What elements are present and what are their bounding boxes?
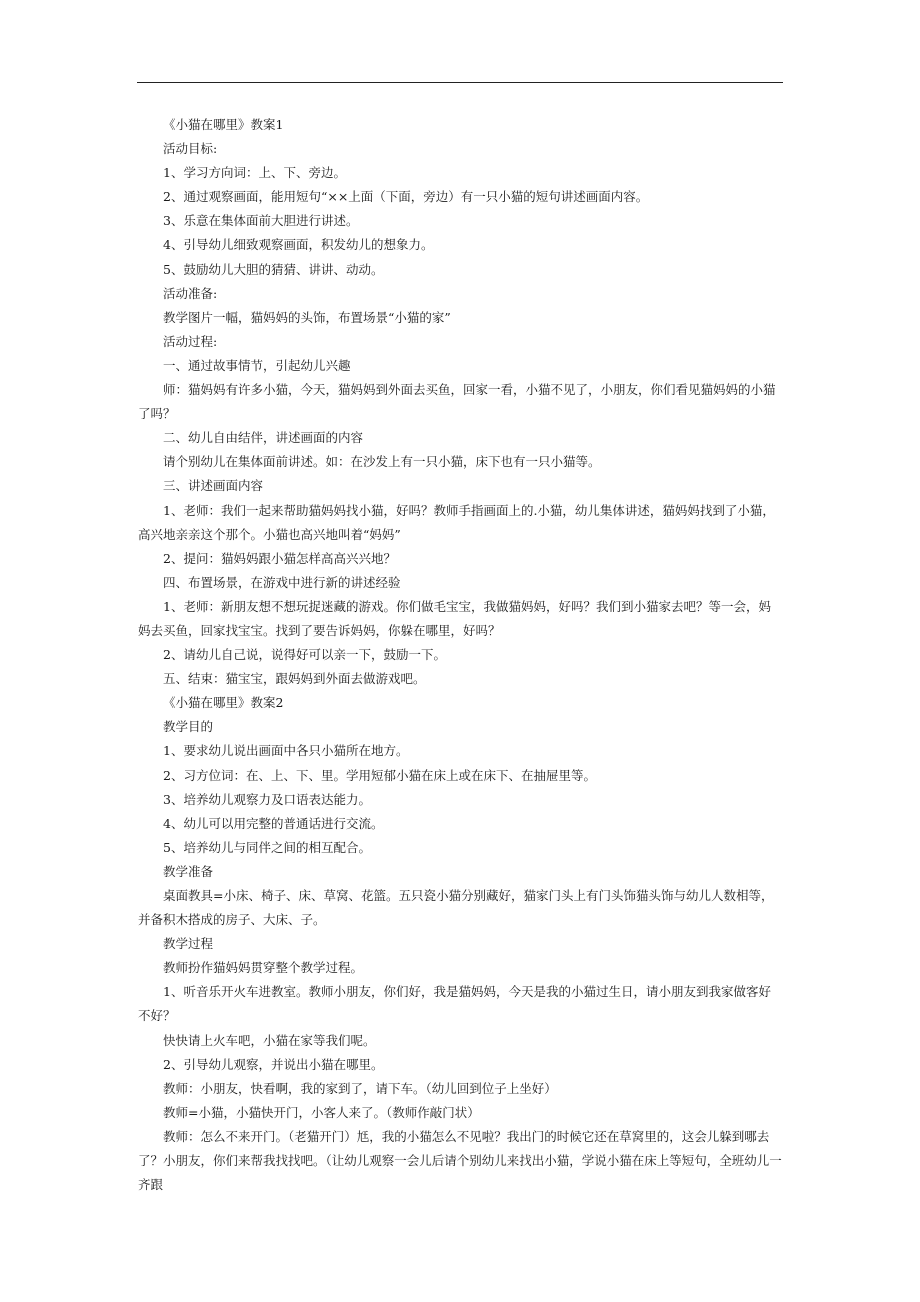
paragraph-title-1: 《小猫在哪里》教案1 bbox=[163, 117, 284, 132]
paragraph: 教学准备 bbox=[163, 863, 214, 879]
paragraph: 2、通过观察画面，能用短句“××上面（下面，旁边）有一只小猫的短句讲述画面内容。 bbox=[163, 189, 649, 205]
paragraph: 活动准备: bbox=[163, 285, 218, 301]
paragraph: 1、要求幼儿说出画面中各只小猫所在地方。 bbox=[163, 743, 409, 759]
paragraph: 活动目标: bbox=[163, 141, 218, 157]
paragraph: 4、幼儿可以用完整的普通话进行交流。 bbox=[163, 815, 384, 831]
paragraph: 教学过程 bbox=[163, 936, 214, 952]
paragraph: 5、鼓励幼儿大胆的猜猜、讲讲、动动。 bbox=[163, 261, 384, 277]
paragraph: 教师扮作猫妈妈贯穿整个教学过程。 bbox=[163, 960, 364, 976]
paragraph: 2、提问：猫妈妈跟小猫怎样高高兴兴地？ bbox=[163, 550, 396, 566]
paragraph: 4、引导幼儿细致观察画面，积发幼儿的想象力。 bbox=[163, 237, 434, 253]
paragraph: 2、习方位词：在、上、下、里。学用短郁小猫在床上或在床下、在抽屉里等。 bbox=[163, 767, 596, 783]
paragraph: 一、通过故事情节，引起幼儿兴趣 bbox=[163, 357, 351, 373]
paragraph: 2、请幼儿自己说，说得好可以亲一下，鼓励一下。 bbox=[163, 647, 446, 663]
paragraph: 1、听音乐开火车进教室。教师小朋友，你们好，我是猫妈妈，今天是我的小猫过生日，请小朋友到我家做客好不好？ bbox=[138, 984, 771, 1024]
paragraph: 教师=小猫，小猫快开门，小客人来了。（教师作敲门状） bbox=[163, 1104, 480, 1120]
paragraph: 四、布置场景，在游戏中进行新的讲述经验 bbox=[163, 574, 401, 590]
paragraph: 二、幼儿自由结伴，讲述画面的内容 bbox=[163, 430, 364, 446]
paragraph: 教师：小朋友，快看啊，我的家到了，请下车。（幼儿回到位子上坐好） bbox=[163, 1080, 557, 1096]
paragraph: 教师：怎么不来开门。（老猫开门）尪，我的小猫怎么不见啦？我出门的时候它还在草窝里的，这会儿躲到哪去了？小朋友，你们来帮我找找吧。（让幼儿观察一会儿后请个别幼儿来找出小猫，学说小猫在床上等短句，全班幼儿一齐跟 bbox=[138, 1128, 782, 1193]
paragraph: 三、讲述画面内容 bbox=[163, 478, 264, 494]
paragraph: 师：猫妈妈有许多小猫，今天，猫妈妈到外面去买鱼，回家一看，小猫不见了，小朋友，你们看见猫妈妈的小猫了吗？ bbox=[138, 382, 776, 422]
document-body bbox=[138, 113, 783, 1197]
paragraph: 1、老师：我们一起来帮助猫妈妈找小猫，好吗？教师手指画面上的.小猫，幼儿集体讲述，猫妈妈找到了小猫，高兴地亲亲这个那个。小猫也高兴地叫着“妈妈” bbox=[138, 502, 775, 542]
paragraph: 2、引导幼儿观察，并说出小猫在哪里。 bbox=[163, 1056, 384, 1072]
paragraph-title-2: 《小猫在哪里》教案2 bbox=[163, 695, 284, 711]
header-rule bbox=[137, 82, 783, 83]
paragraph: 桌面教具=小床、椅子、床、草窝、花篮。五只瓷小猫分别藏好，猫家门头上有门头饰猫头饰与幼儿人数相等，并备积木搭成的房子、大床、子。 bbox=[138, 888, 774, 928]
paragraph: 3、乐意在集体面前大胆进行讲述。 bbox=[163, 213, 359, 229]
paragraph: 5、培养幼儿与同伴之间的相互配合。 bbox=[163, 839, 371, 855]
paragraph: 教学目的 bbox=[163, 719, 214, 735]
paragraph: 教学图片一幅，猫妈妈的头饰，布置场景“小猫的家” bbox=[163, 309, 451, 325]
paragraph: 快快请上火车吧，小猫在家等我们呢。 bbox=[163, 1032, 376, 1048]
paragraph: 活动过程: bbox=[163, 333, 218, 349]
paragraph: 3、培养幼儿观察力及口语表达能力。 bbox=[163, 791, 371, 807]
paragraph: 五、结束：猫宝宝，跟妈妈到外面去做游戏吧。 bbox=[163, 671, 426, 687]
paragraph: 1、学习方向词：上、下、旁边。 bbox=[163, 165, 346, 181]
paragraph: 请个别幼儿在集体面前讲述。如：在沙发上有一只小猫，床下也有一只小猫等。 bbox=[163, 454, 601, 470]
paragraph: 1、老师：新朋友想不想玩捉迷藏的游戏。你们做毛宝宝，我做猫妈妈，好吗？我们到小猫家去吧？等一会，妈妈去买鱼，回家找宝宝。找到了要告诉妈妈，你躲在哪里，好吗？ bbox=[138, 598, 771, 638]
